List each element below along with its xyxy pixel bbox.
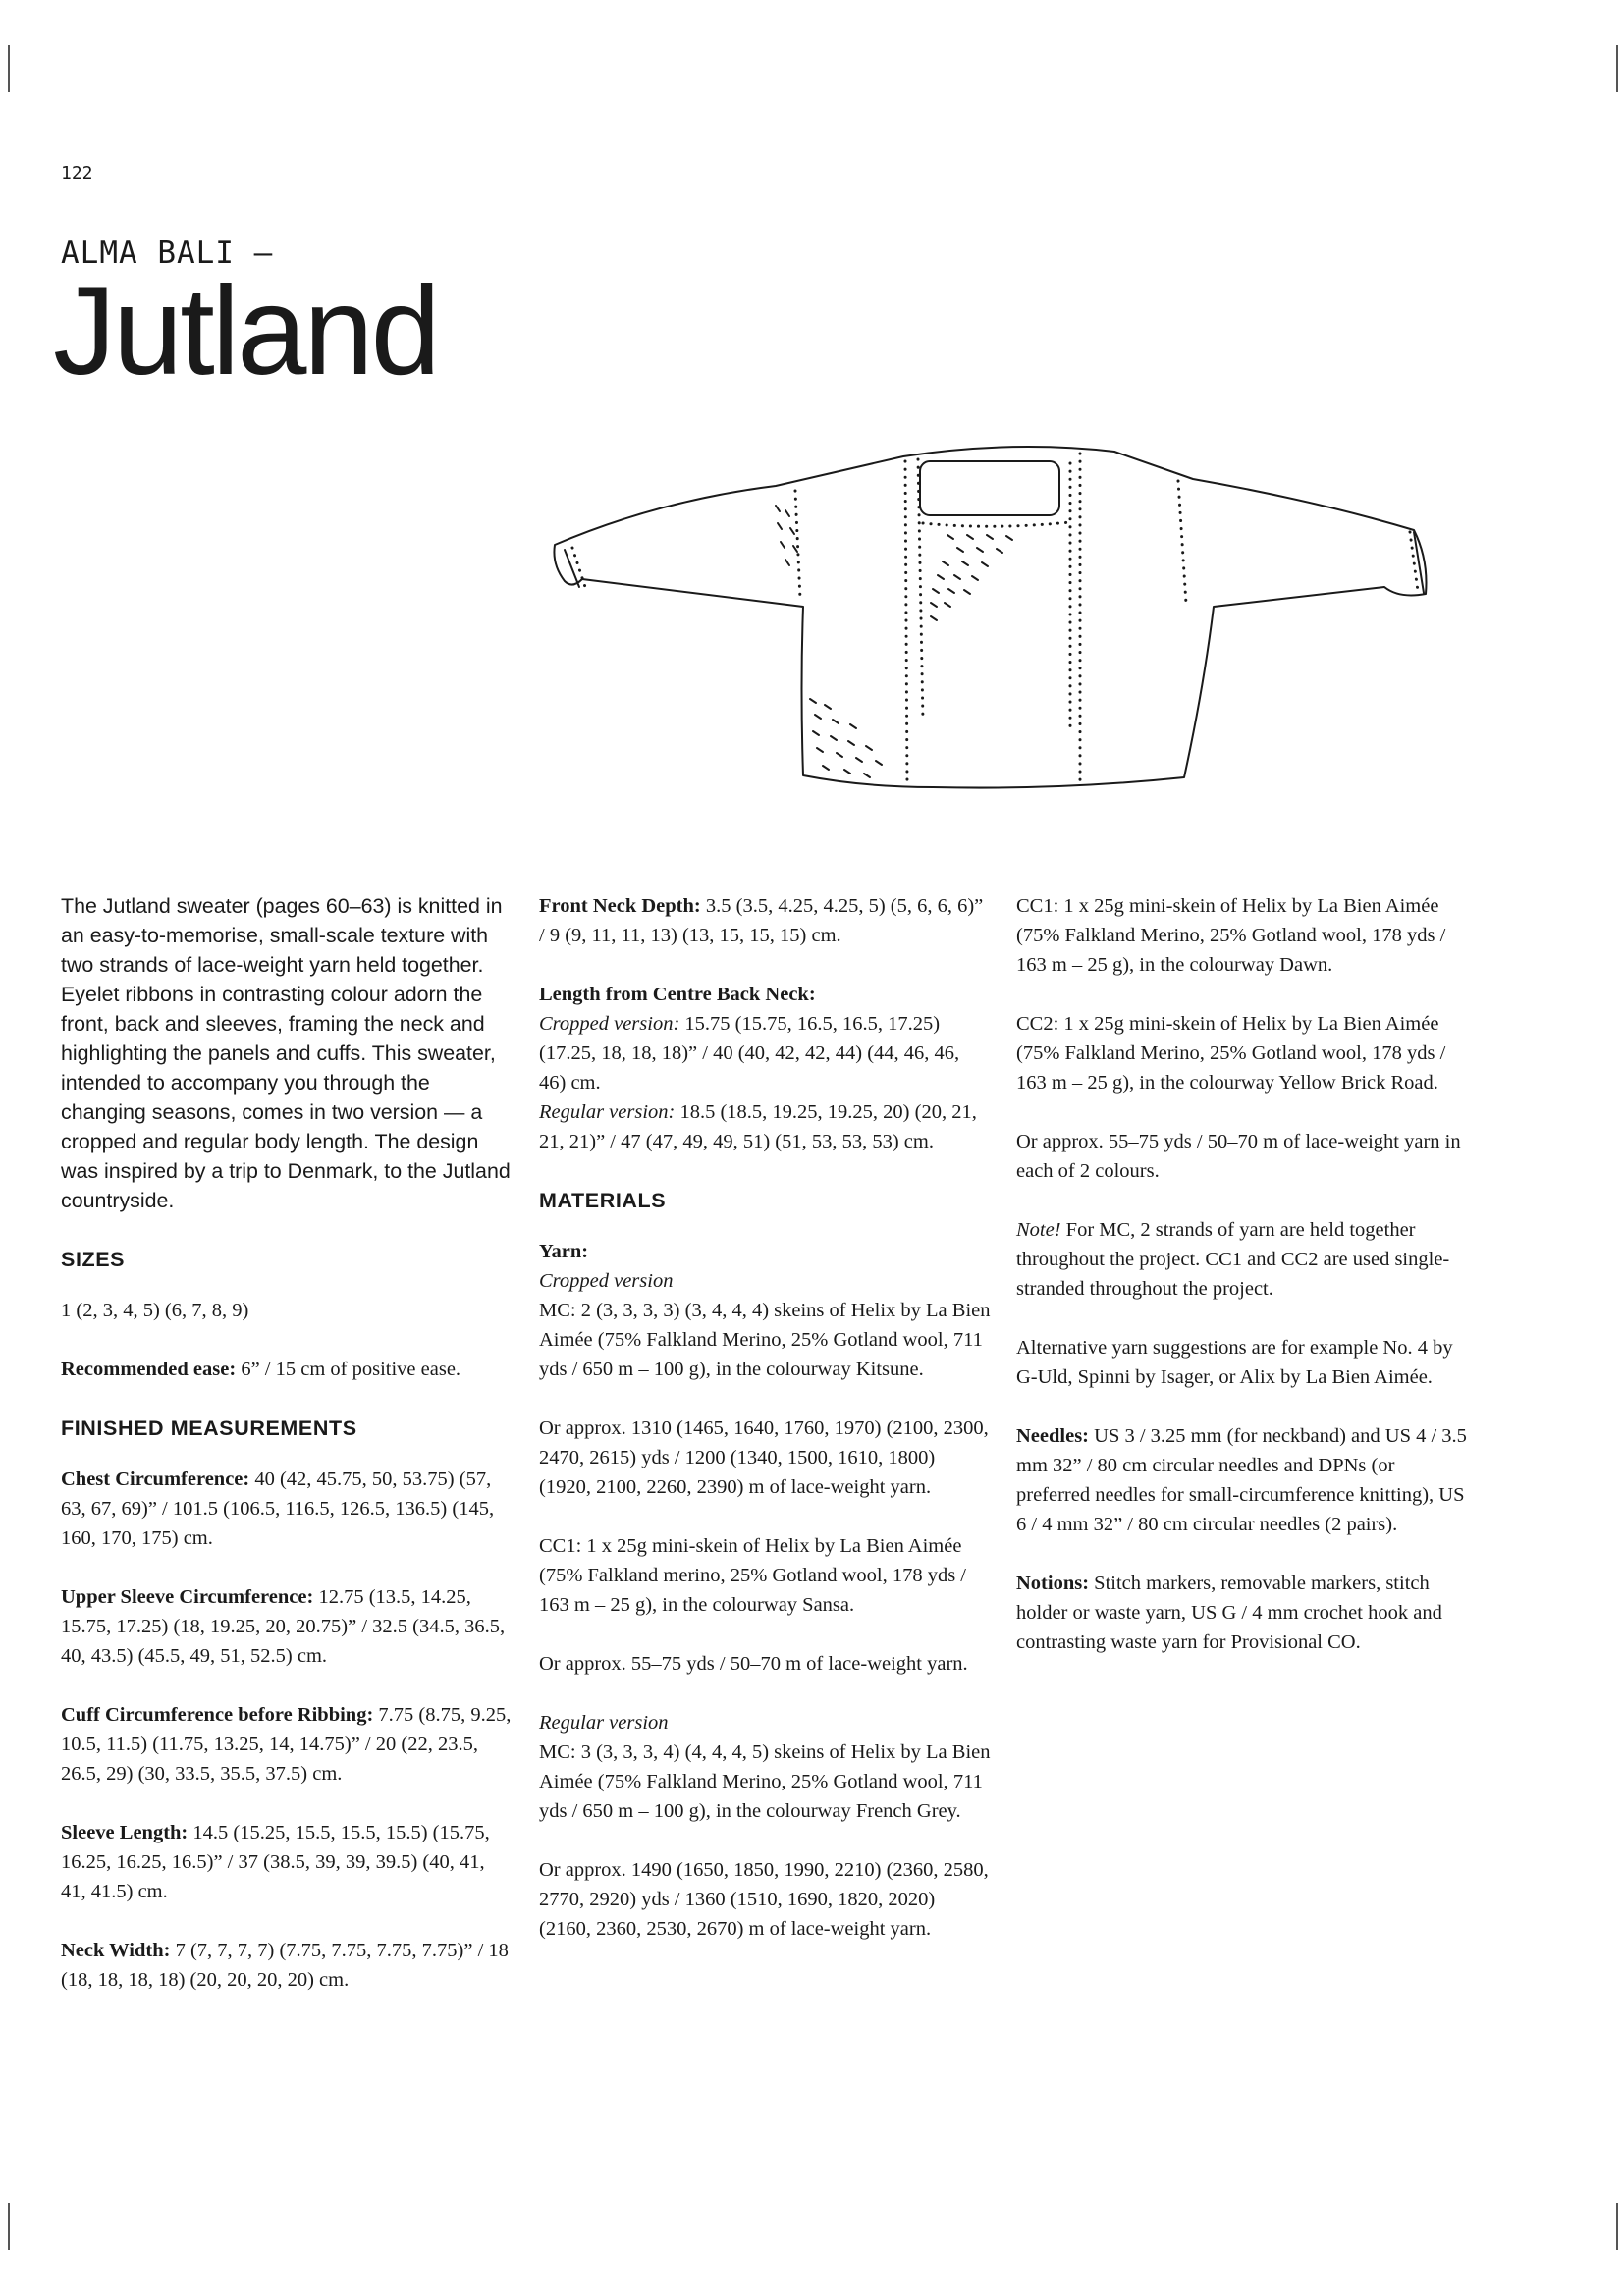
crop-mark [1616, 45, 1618, 92]
cropped-approx: Or approx. 1310 (1465, 1640, 1760, 1970) (2100, 2300, 2470, 2615) yds / 1200 (1340, 1500, 1610, 1800) (1920, 2100, 2260, 2390) m of lace-weight yarn. [539, 1417, 989, 1498]
alternative-yarns: Alternative yarn suggestions are for example No. 4 by G-Uld, Spinni by Isager, or Alix by La Bien Aimée. [1016, 1337, 1453, 1388]
recommended-ease: Recommended ease: 6” / 15 cm of positive ease. [61, 1359, 461, 1380]
note: Note! For MC, 2 strands of yarn are held together throughout the project. CC1 and CC2 are used single-stranded throughout the project. [1016, 1219, 1450, 1300]
regular-cc-approx: Or approx. 55–75 yds / 50–70 m of lace-weight yarn in each of 2 colours. [1016, 1131, 1461, 1182]
regular-cc1: CC1: 1 x 25g mini-skein of Helix by La Bien Aimée (75% Falkland Merino, 25% Gotland wool, 178 yds / 163 m – 25 g), in the colourway Dawn. [1016, 895, 1446, 976]
designer-name: ALMA BALI — [61, 236, 274, 271]
chest-circumference: Chest Circumference: 40 (42, 45.75, 50, 53.75) (57, 63, 67, 69)” / 101.5 (106.5, 116.5, 126.5, 136.5) (145, 160, 170, 175) cm. [61, 1468, 495, 1549]
column-3 [1016, 891, 1468, 1686]
cropped-cc1: CC1: 1 x 25g mini-skein of Helix by La Bien Aimée (75% Falkland merino, 25% Gotland wool, 178 yds / 163 m – 25 g), in the colourway Sansa. [539, 1535, 967, 1616]
length-from-centre-back-neck: Length from Centre Back Neck: [539, 984, 816, 1005]
crop-mark [8, 2203, 10, 2250]
cuff-circumference: Cuff Circumference before Ribbing: 7.75 (8.75, 9.25, 10.5, 11.5) (11.75, 13.25, 14, 14.75)” / 20 (22, 23.5, 26.5, 29) (30, 33.5, 35.5, 37.5) cm. [61, 1704, 512, 1785]
needles: Needles: US 3 / 3.25 mm (for neckband) and US 4 / 3.5 mm 32” / 80 cm circular needles and DPNs (or preferred needles for small-circumference knitting), US 6 / 4 mm 32” / 80 cm circular needles (2 pairs). [1016, 1425, 1467, 1535]
cropped-cc1-approx: Or approx. 55–75 yds / 50–70 m of lace-weight yarn. [539, 1653, 968, 1675]
materials-heading: MATERIALS [539, 1189, 667, 1212]
regular-mc: MC: 3 (3, 3, 3, 4) (4, 4, 4, 5) skeins of Helix by La Bien Aimée (75% Falkland Merino, 25% Gotland wool, 711 yds / 650 m – 100 g), in the colourway French Grey. [539, 1741, 991, 1822]
notions: Notions: Stitch markers, removable markers, stitch holder or waste yarn, US G / 4 mm crochet hook and contrasting waste yarn for Provisional CO. [1016, 1573, 1442, 1653]
pattern-title: Jutland [53, 261, 438, 401]
upper-sleeve-circumference: Upper Sleeve Circumference: 12.75 (13.5, 14.25, 15.75, 17.25) (18, 19.25, 20, 20.75)” / 32.5 (34.5, 36.5, 40, 43.5) (45.5, 49, 51, 52.5) cm. [61, 1586, 506, 1667]
front-neck-depth: Front Neck Depth: 3.5 (3.5, 4.25, 4.25, 5) (5, 6, 6, 6)” / 9 (9, 11, 11, 13) (13, 15, 15, 15) cm. [539, 895, 984, 946]
length-regular: Regular version: 18.5 (18.5, 19.25, 19.25, 20) (20, 21, 21, 21)” / 47 (47, 49, 49, 51) (51, 53, 53, 53) cm. [539, 1101, 977, 1152]
column-1 [61, 891, 513, 2024]
regular-cc2: CC2: 1 x 25g mini-skein of Helix by La Bien Aimée (75% Falkland Merino, 25% Gotland wool, 178 yds / 163 m – 25 g), in the colourway Yellow Brick Road. [1016, 1013, 1446, 1094]
cropped-mc: MC: 2 (3, 3, 3, 3) (3, 4, 4, 4) skeins of Helix by La Bien Aimée (75% Falkland Merino, 25% Gotland wool, 711 yds / 650 m – 100 g), in the colourway Kitsune. [539, 1300, 991, 1380]
page-number: 122 [61, 163, 93, 184]
cropped-version-heading: Cropped version [539, 1270, 674, 1292]
sizes-heading: SIZES [61, 1248, 126, 1271]
sizes-list: 1 (2, 3, 4, 5) (6, 7, 8, 9) [61, 1300, 249, 1321]
regular-approx: Or approx. 1490 (1650, 1850, 1990, 2210) (2360, 2580, 2770, 2920) yds / 1360 (1510, 1690, 1820, 2020) (2160, 2360, 2530, 2670) m of lace-weight yarn. [539, 1859, 989, 1940]
neck-width: Neck Width: 7 (7, 7, 7, 7) (7.75, 7.75, 7.75, 7.75)” / 18 (18, 18, 18, 18) (20, 20, 20, 20) cm. [61, 1940, 509, 1991]
column-2 [539, 891, 991, 1944]
finished-measurements-heading: FINISHED MEASUREMENTS [61, 1416, 357, 1440]
sweater-schematic-illustration [550, 432, 1434, 815]
crop-mark [1616, 2203, 1618, 2250]
length-cropped: Cropped version: 15.75 (15.75, 16.5, 16.5, 17.25) (17.25, 18, 18, 18)” / 40 (40, 42, 42, 44) (44, 46, 46, 46) cm. [539, 1013, 960, 1094]
intro-paragraph: The Jutland sweater (pages 60–63) is knitted in an easy-to-memorise, small-scale texture with two strands of lace-weight yarn held together. Eyelet ribbons in contrasting colour adorn the front, back and sleeves, framing the neck and highlighting the panels and cuffs. This sweater, intended to accompany you through the changing seasons, comes in two version — a cropped and regular body length. The design was inspired by a trip to Denmark, to the Jutland countryside. [61, 894, 511, 1212]
sleeve-length: Sleeve Length: 14.5 (15.25, 15.5, 15.5, 15.5) (15.75, 16.25, 16.25, 16.5)” / 37 (38.5, 39, 39, 39.5) (40, 41, 41, 41.5) cm. [61, 1822, 490, 1902]
yarn-label: Yarn: [539, 1241, 589, 1262]
regular-version-heading: Regular version [539, 1712, 669, 1734]
crop-mark [8, 45, 10, 92]
